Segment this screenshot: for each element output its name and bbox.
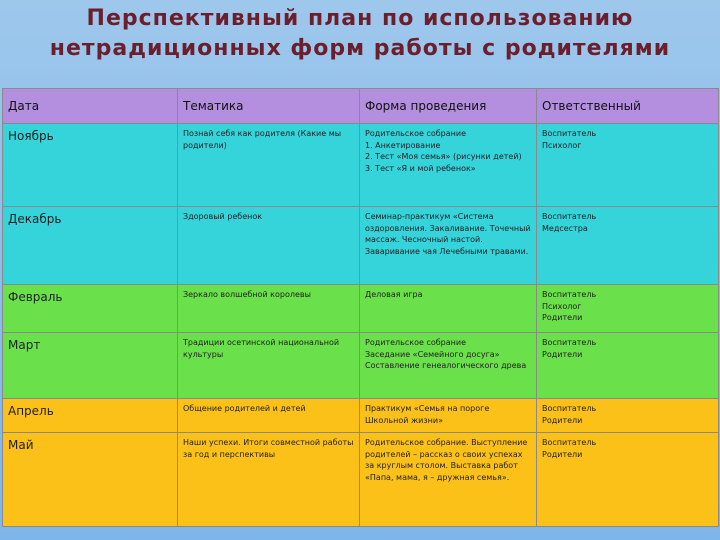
row-topic: Зеркало волшебной королевы	[178, 285, 360, 333]
row-responsible: Воспитатель Родители	[537, 333, 719, 399]
row-date: Май	[3, 433, 178, 527]
table-row	[3, 433, 719, 527]
header-date: Дата	[3, 89, 178, 124]
row-date: Декабрь	[3, 207, 178, 285]
row-form: Родительское собрание Заседание «Семейного досуга» Составление генеалогического древа	[360, 333, 537, 399]
table-row	[3, 333, 719, 399]
header-row	[3, 89, 719, 124]
header-responsible: Ответственный	[537, 89, 719, 124]
row-topic: Традиции осетинской национальной культуры	[178, 333, 360, 399]
header-topic: Тематика	[178, 89, 360, 124]
row-topic: Познай себя как родителя (Какие мы родители)	[178, 124, 360, 207]
row-topic: Здоровый ребенок	[178, 207, 360, 285]
row-topic: Наши успехи. Итоги совместной работы за год и перспективы	[178, 433, 360, 527]
row-form: Практикум «Семья на пороге Школьной жизни»	[360, 399, 537, 433]
row-form: Деловая игра	[360, 285, 537, 333]
table-row	[3, 399, 719, 433]
row-topic: Общение родителей и детей	[178, 399, 360, 433]
row-date: Февраль	[3, 285, 178, 333]
row-responsible: Воспитатель Родители	[537, 433, 719, 527]
row-responsible: Воспитатель Психолог Родители	[537, 285, 719, 333]
table-row	[3, 124, 719, 207]
header-form: Форма проведения	[360, 89, 537, 124]
row-form: Семинар-практикум «Система оздоровления. Закаливание. Точечный массаж. Чесночный настой. Заваривание чая Лечебными травами.	[360, 207, 537, 285]
row-date: Апрель	[3, 399, 178, 433]
row-date: Март	[3, 333, 178, 399]
table-row	[3, 285, 719, 333]
row-responsible: Воспитатель Психолог	[537, 124, 719, 207]
table-row	[3, 207, 719, 285]
row-form: Родительское собрание. Выступление родителей – рассказ о своих успехах за круглым столом. Выставка работ «Папа, мама, я – дружная семья».	[360, 433, 537, 527]
row-date: Ноябрь	[3, 124, 178, 207]
row-responsible: Воспитатель Медсестра	[537, 207, 719, 285]
row-form: Родительское собрание 1. Анкетирование 2. Тест «Моя семья» (рисунки детей) 3. Тест «Я и мой ребенок»	[360, 124, 537, 207]
title-line-1: Перспективный план по использованию	[86, 6, 634, 31]
title-line-2: нетрадиционных форм работы с родителями	[49, 36, 671, 61]
row-responsible: Воспитатель Родители	[537, 399, 719, 433]
plan-table	[2, 88, 719, 527]
page-title	[0, 4, 720, 64]
